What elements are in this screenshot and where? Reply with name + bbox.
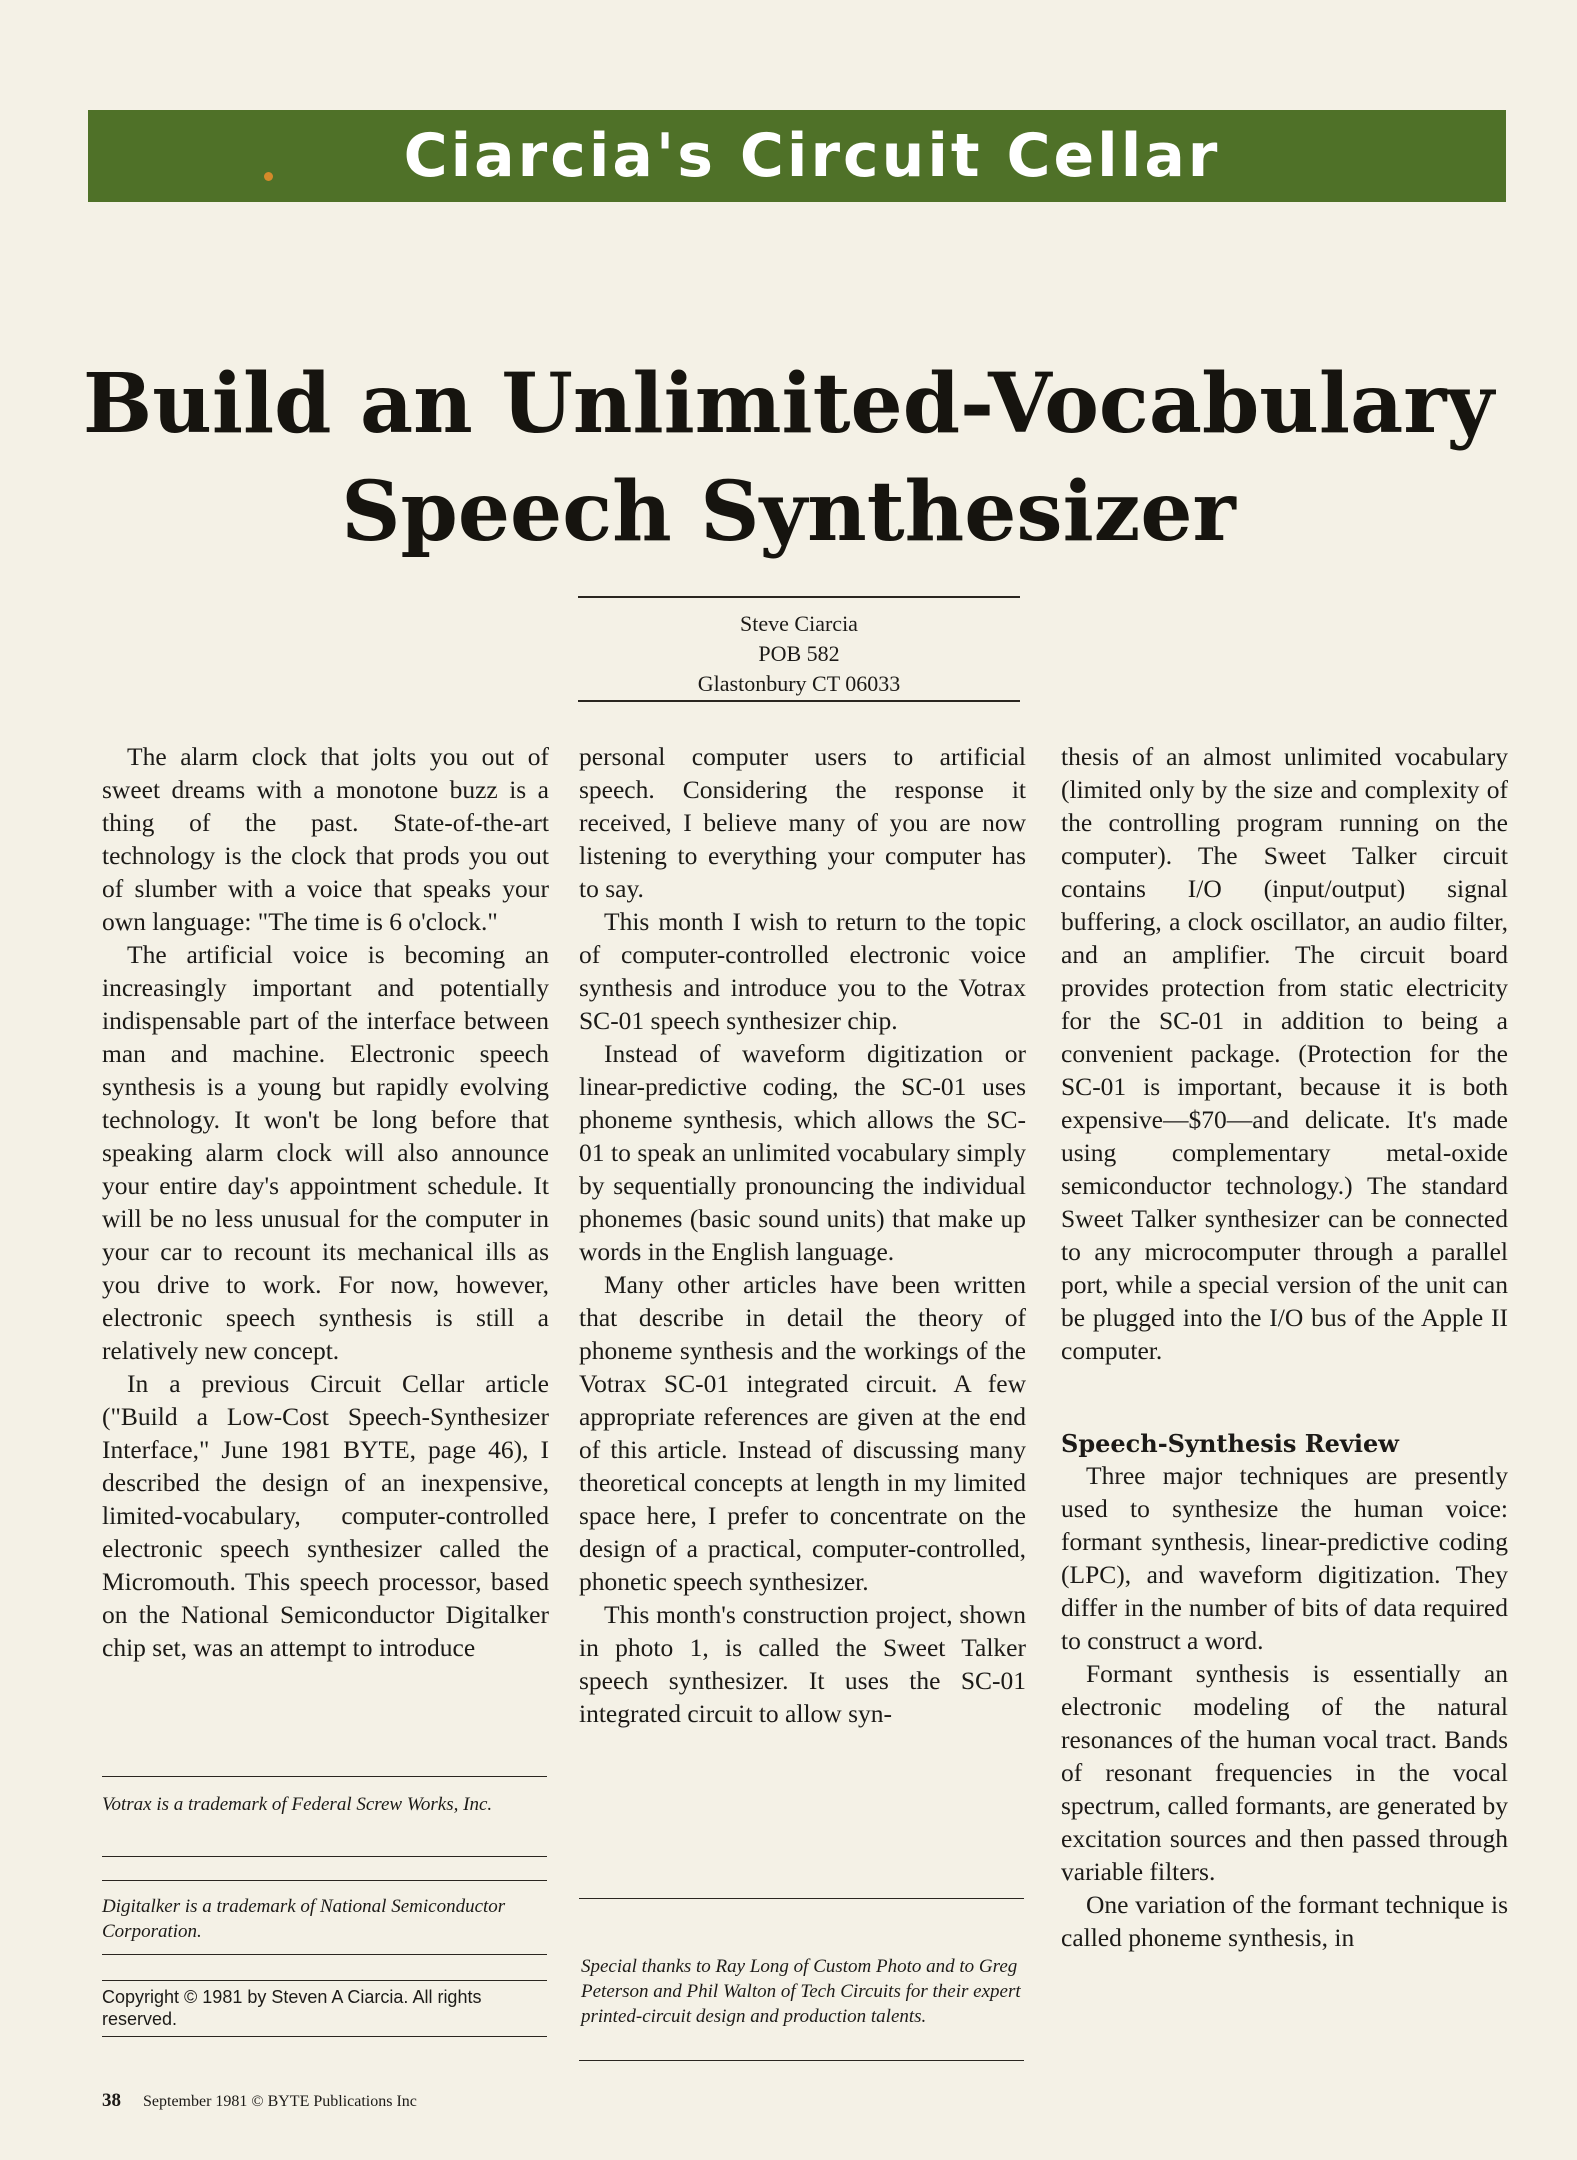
banner-title: Ciarcia's Circuit Cellar [403,121,1221,191]
paragraph: Formant synthesis is essentially an electronic modeling of the natural resonances of the human vocal tract. Bands of resonant frequencies in the vocal spectrum, called formants, are generated by excitation sources and then passed through variable filters. [1061,1659,1508,1886]
paragraph: The alarm clock that jolts you out of sweet dreams with a monotone buzz is a thing of the past. State-of-the-art technology is the clock that prods you out of slumber with a voice that speaks your own language: "The time is 6 o'clock." [102,742,549,936]
column-3 [1061,740,1508,1954]
footer-text: September 1981 © BYTE Publications Inc [143,2093,417,2110]
note-rule [102,1880,547,1881]
author-address-2: Glastonbury CT 06033 [697,671,901,696]
trademark-note-votrax: Votrax is a trademark of Federal Screw Works, Inc. [102,1794,493,1815]
note-rule [102,2036,547,2037]
headline-line-2: Speech Synthesizer [341,464,1236,560]
column-2 [579,740,1026,1730]
author-byline [578,596,1020,702]
paragraph: thesis of an almost unlimited vocabulary (limited only by the size and complexity of the controlling program running on the computer). The Sweet Talker circuit contains I/O (input/output) signal buffering, a clock oscillator, an audio filter, and an amplifier. The circuit board provides protection from static electricity for the SC-01 in addition to being a convenient package. (Protection for the SC-01 is important, because it is both expensive—$70—and delicate. It's made using complementary metal-oxide semiconductor technology.) The standard Sweet Talker synthesizer can be connected to any microcomputer through a parallel port, while a special version of the unit can be plugged into the I/O bus of the Apple II computer. [1061,742,1508,1365]
column-1 [102,740,549,1664]
author-name: Steve Ciarcia [740,611,858,636]
headline-line-1: Build an Unlimited-Vocabulary [82,356,1495,452]
paragraph: One variation of the formant technique is called phoneme synthesis, in [1061,1890,1508,1952]
author-address-1: POB 582 [758,641,840,666]
paragraph: Three major techniques are presently used to synthesize the human voice: formant synthesis, linear-predictive coding (LPC), and waveform digitization. They differ in the number of bits of data required to construct a word. [1061,1461,1508,1655]
note-rule [579,1898,1024,1899]
note-rule [579,2060,1024,2061]
paragraph: In a previous Circuit Cellar article ("Build a Low-Cost Speech-Synthesizer Interface," June 1981 BYTE, page 46), I described the design of an inexpensive, limited-vocabulary, computer-controlled electronic speech synthesizer called the Micromouth. This speech processor, based on the National Semiconductor Digitalker chip set, was an attempt to introduce [102,1369,549,1662]
paragraph: This month I wish to return to the topic of computer-controlled electronic voice synthesis and introduce you to the Votrax SC-01 speech synthesizer chip. [579,907,1026,1035]
section-banner [88,110,1506,202]
article-headline [0,350,1577,566]
section-heading: Speech-Synthesis Review [1061,1429,1399,1458]
acknowledgement-note: Special thanks to Ray Long of Custom Photo and to Greg Peterson and Phil Walton of Tech Circuits for their expert printed-circuit design and production talents. [581,1956,1021,2027]
page-footer [102,2090,417,2112]
copyright-notice: Copyright © 1981 by Steven A Ciarcia. All rights reserved. [102,1987,482,2029]
note-rule [102,1980,547,1981]
note-rule [102,1954,547,1955]
trademark-note-digitalker: Digitalker is a trademark of National Semiconductor Corporation. [102,1896,506,1942]
note-rule [102,1776,547,1777]
page-number: 38 [102,2090,121,2111]
paragraph: The artificial voice is becoming an increasingly important and potentially indispensable part of the interface between man and machine. Electronic speech synthesis is a young but rapidly evolving technology. It won't be long before that speaking alarm clock will also announce your entire day's appointment schedule. It will be no less unusual for the computer in your car to recount its mechanical ills as you drive to work. For now, however, electronic speech synthesis is still a relatively new concept. [102,940,549,1365]
paragraph: Instead of waveform digitization or linear-predictive coding, the SC-01 uses phoneme synthesis, which allows the SC-01 to speak an unlimited vocabulary simply by sequentially pronouncing the individual phonemes (basic sound units) that make up words in the English language. [579,1039,1026,1266]
paragraph: This month's construction project, shown in photo 1, is called the Sweet Talker speech synthesizer. It uses the SC-01 integrated circuit to allow syn- [579,1600,1026,1728]
paragraph: personal computer users to artificial speech. Considering the response it received, I believe many of you are now listening to everything your computer has to say. [579,742,1026,903]
note-rule [102,1856,547,1857]
banner-dot [264,172,273,181]
paragraph: Many other articles have been written that describe in detail the theory of phoneme synthesis and the workings of the Votrax SC-01 integrated circuit. A few appropriate references are given at the end of this article. Instead of discussing many theoretical concepts at length in my limited space here, I prefer to concentrate on the design of a practical, computer-controlled, phonetic speech synthesizer. [579,1270,1026,1596]
